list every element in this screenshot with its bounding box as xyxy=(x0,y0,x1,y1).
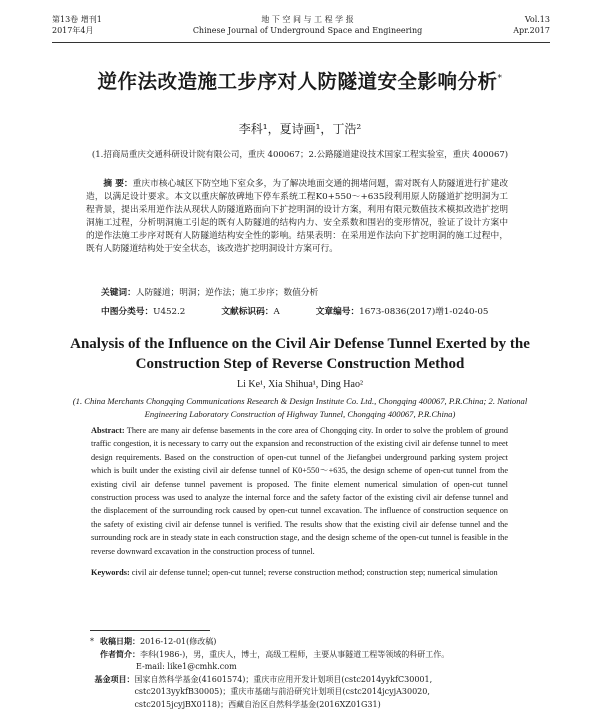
abstract-en-label: Abstract: xyxy=(91,426,125,435)
affiliation-cn: (1.招商局重庆交通科研设计院有限公司，重庆 400067；2.公路隧道建设技术国家工程实验室，重庆 400067) xyxy=(91,150,509,160)
keywords-en-label: Keywords: xyxy=(91,568,130,577)
received-label: 收稿日期： xyxy=(100,637,140,646)
keywords-en xyxy=(91,566,508,579)
authors-en: Li Ke¹, Xia Shihua¹, Ding Hao² xyxy=(237,379,363,390)
doc-code-label: 文献标识码： xyxy=(221,307,274,317)
fund-text: 国家自然科学基金(41601574)；重庆市应用开发计划项目(cstc2014yykfC30001, cstc2013yykfB30005)；重庆市基础与前沿研究计划项目(cstc2014jcyjA30020, cstc2015jcyjBX0118)；西藏自治区自然科学基金(2016XZ01G31) xyxy=(134,674,433,709)
received-date-row xyxy=(90,636,510,649)
paper-title-cn xyxy=(40,66,560,94)
fund-label: 基金项目： xyxy=(94,674,135,684)
keywords-cn-label: 关键词： xyxy=(101,288,136,298)
journal-title-cn: 地 下 空 间 与 工 程 学 报 xyxy=(261,15,354,24)
abstract-cn-text: 重庆市核心城区下防空地下室众多，为了解决地面交通的拥堵问题，需对既有人防隧道进行扩建改造，以满足设计要求。本文以重庆解放碑地下停车系统工程K0+550～+635段利用原人防隧道扩挖明洞为工程背景，提出采用逆作法从现状人防隧道路面向下扩挖明洞的设计方案，利用有限元数值技术模拟改造扩挖明洞施工过程，分析明洞施工引起的既有人防隧道的结构内力、安全系数和围岩的变形情况，验证了设计方案中的逆作法施工步序对既有人防隧道结构安全性的影响。结果表明：在采用逆作法向下扩挖明洞的施工过程中，既有人防隧道结构处于安全状态，该改造扩挖明洞设计方案可行。 xyxy=(86,179,509,254)
issue-date: 2017年4月 xyxy=(52,26,94,35)
keywords-cn xyxy=(101,286,508,298)
clc-field xyxy=(101,305,185,317)
article-no-value: 1673-0836(2017)增1-0240-05 xyxy=(359,307,489,317)
keywords-en-text: civil air defense tunnel; open-cut tunnel; reverse construction method; construction step; numerical simulation xyxy=(131,568,498,577)
running-head-left xyxy=(52,14,102,44)
volume-issue: 第13卷 增刊1 xyxy=(52,15,102,24)
header-divider xyxy=(52,42,550,43)
affiliation-en: (1. China Merchants Chongqing Communications Research & Design Institute Co. Ltd., Chongqing 400067, P.R.China; 2. National Engineering Laboratory Construction of Highway Tunnel, Chongqing 400067, P.R.China) xyxy=(72,396,528,419)
running-head-center xyxy=(193,14,422,44)
footnotes xyxy=(90,636,510,712)
article-no-label: 文章编号： xyxy=(315,307,360,317)
paper-title-cn-text: 逆作法改造施工步序对人防隧道安全影响分析 xyxy=(97,70,498,93)
fund-row xyxy=(90,674,510,712)
author-bio-text: 李科(1986-)，男，重庆人，博士，高级工程师，主要从事隧道工程等领域的科研工作。 xyxy=(140,649,450,659)
running-head-right xyxy=(513,14,550,44)
received-value: 2016-12-01(修改稿) xyxy=(140,637,217,646)
title-footnote-mark: * xyxy=(497,73,503,84)
footnote-bullet: * xyxy=(90,637,94,646)
clc-value: U452.2 xyxy=(153,307,186,317)
classification-line xyxy=(101,305,540,317)
keywords-cn-text: 人防隧道；明洞；逆作法；施工步序；数值分析 xyxy=(135,288,319,298)
volume-en: Vol.13 xyxy=(524,15,550,24)
footnote-divider xyxy=(90,630,210,631)
abstract-en-text: There are many air defense basements in the core area of Chongqing city. In order to solve the problem of ground traffic congestion, it is necessary to carry out the expansion and reconstruction of the existing civil air defense tunnel to meet design requirements. Based on the construction of open-cut tunnel of the Jiefangbei underground parking system project which is built under the existing civil air defense tunnel of K0+550～+635, the design scheme of open-cut tunnel from the existing civil air defense tunnel pavement is proposed. The finite element numerical simulation of open-cut tunnel construction process was used to analyze the internal force and the safety factor of the existing civil air defense tunnel and the displacement of the surrounding rock caused by open-cut tunnel excavation. The influence of construction sequence on the safety of existing civil air defense tunnel is verified. The results show that the existing civil air defense tunnel and the surrounding rock are in steady state in each construction stage, and the design scheme of the open-cut tunnel is feasible in the reverse downward excavation in the construction process of tunnel. xyxy=(91,426,508,556)
journal-title-en: Chinese Journal of Underground Space and Engineering xyxy=(192,26,423,35)
author-bio-label: 作者简介： xyxy=(100,649,140,659)
paper-title-en: Analysis of the Influence on the Civil Air Defense Tunnel Exerted by the Construction Step of Reverse Construction Method xyxy=(70,336,530,372)
running-head xyxy=(52,14,550,44)
doc-code-field xyxy=(221,305,279,317)
article-no-field xyxy=(316,305,489,317)
authors-cn: 李科¹，夏诗画¹，丁浩² xyxy=(238,122,362,136)
abstract-cn xyxy=(86,178,508,255)
abstract-cn-label: 摘 要： xyxy=(103,179,133,189)
author-email: E-mail: like1@cmhk.com xyxy=(136,662,237,672)
author-bio-row xyxy=(90,649,510,662)
date-en: Apr.2017 xyxy=(513,26,550,35)
doc-code-value: A xyxy=(273,307,280,317)
abstract-en xyxy=(91,424,508,558)
clc-label: 中图分类号： xyxy=(101,307,154,317)
